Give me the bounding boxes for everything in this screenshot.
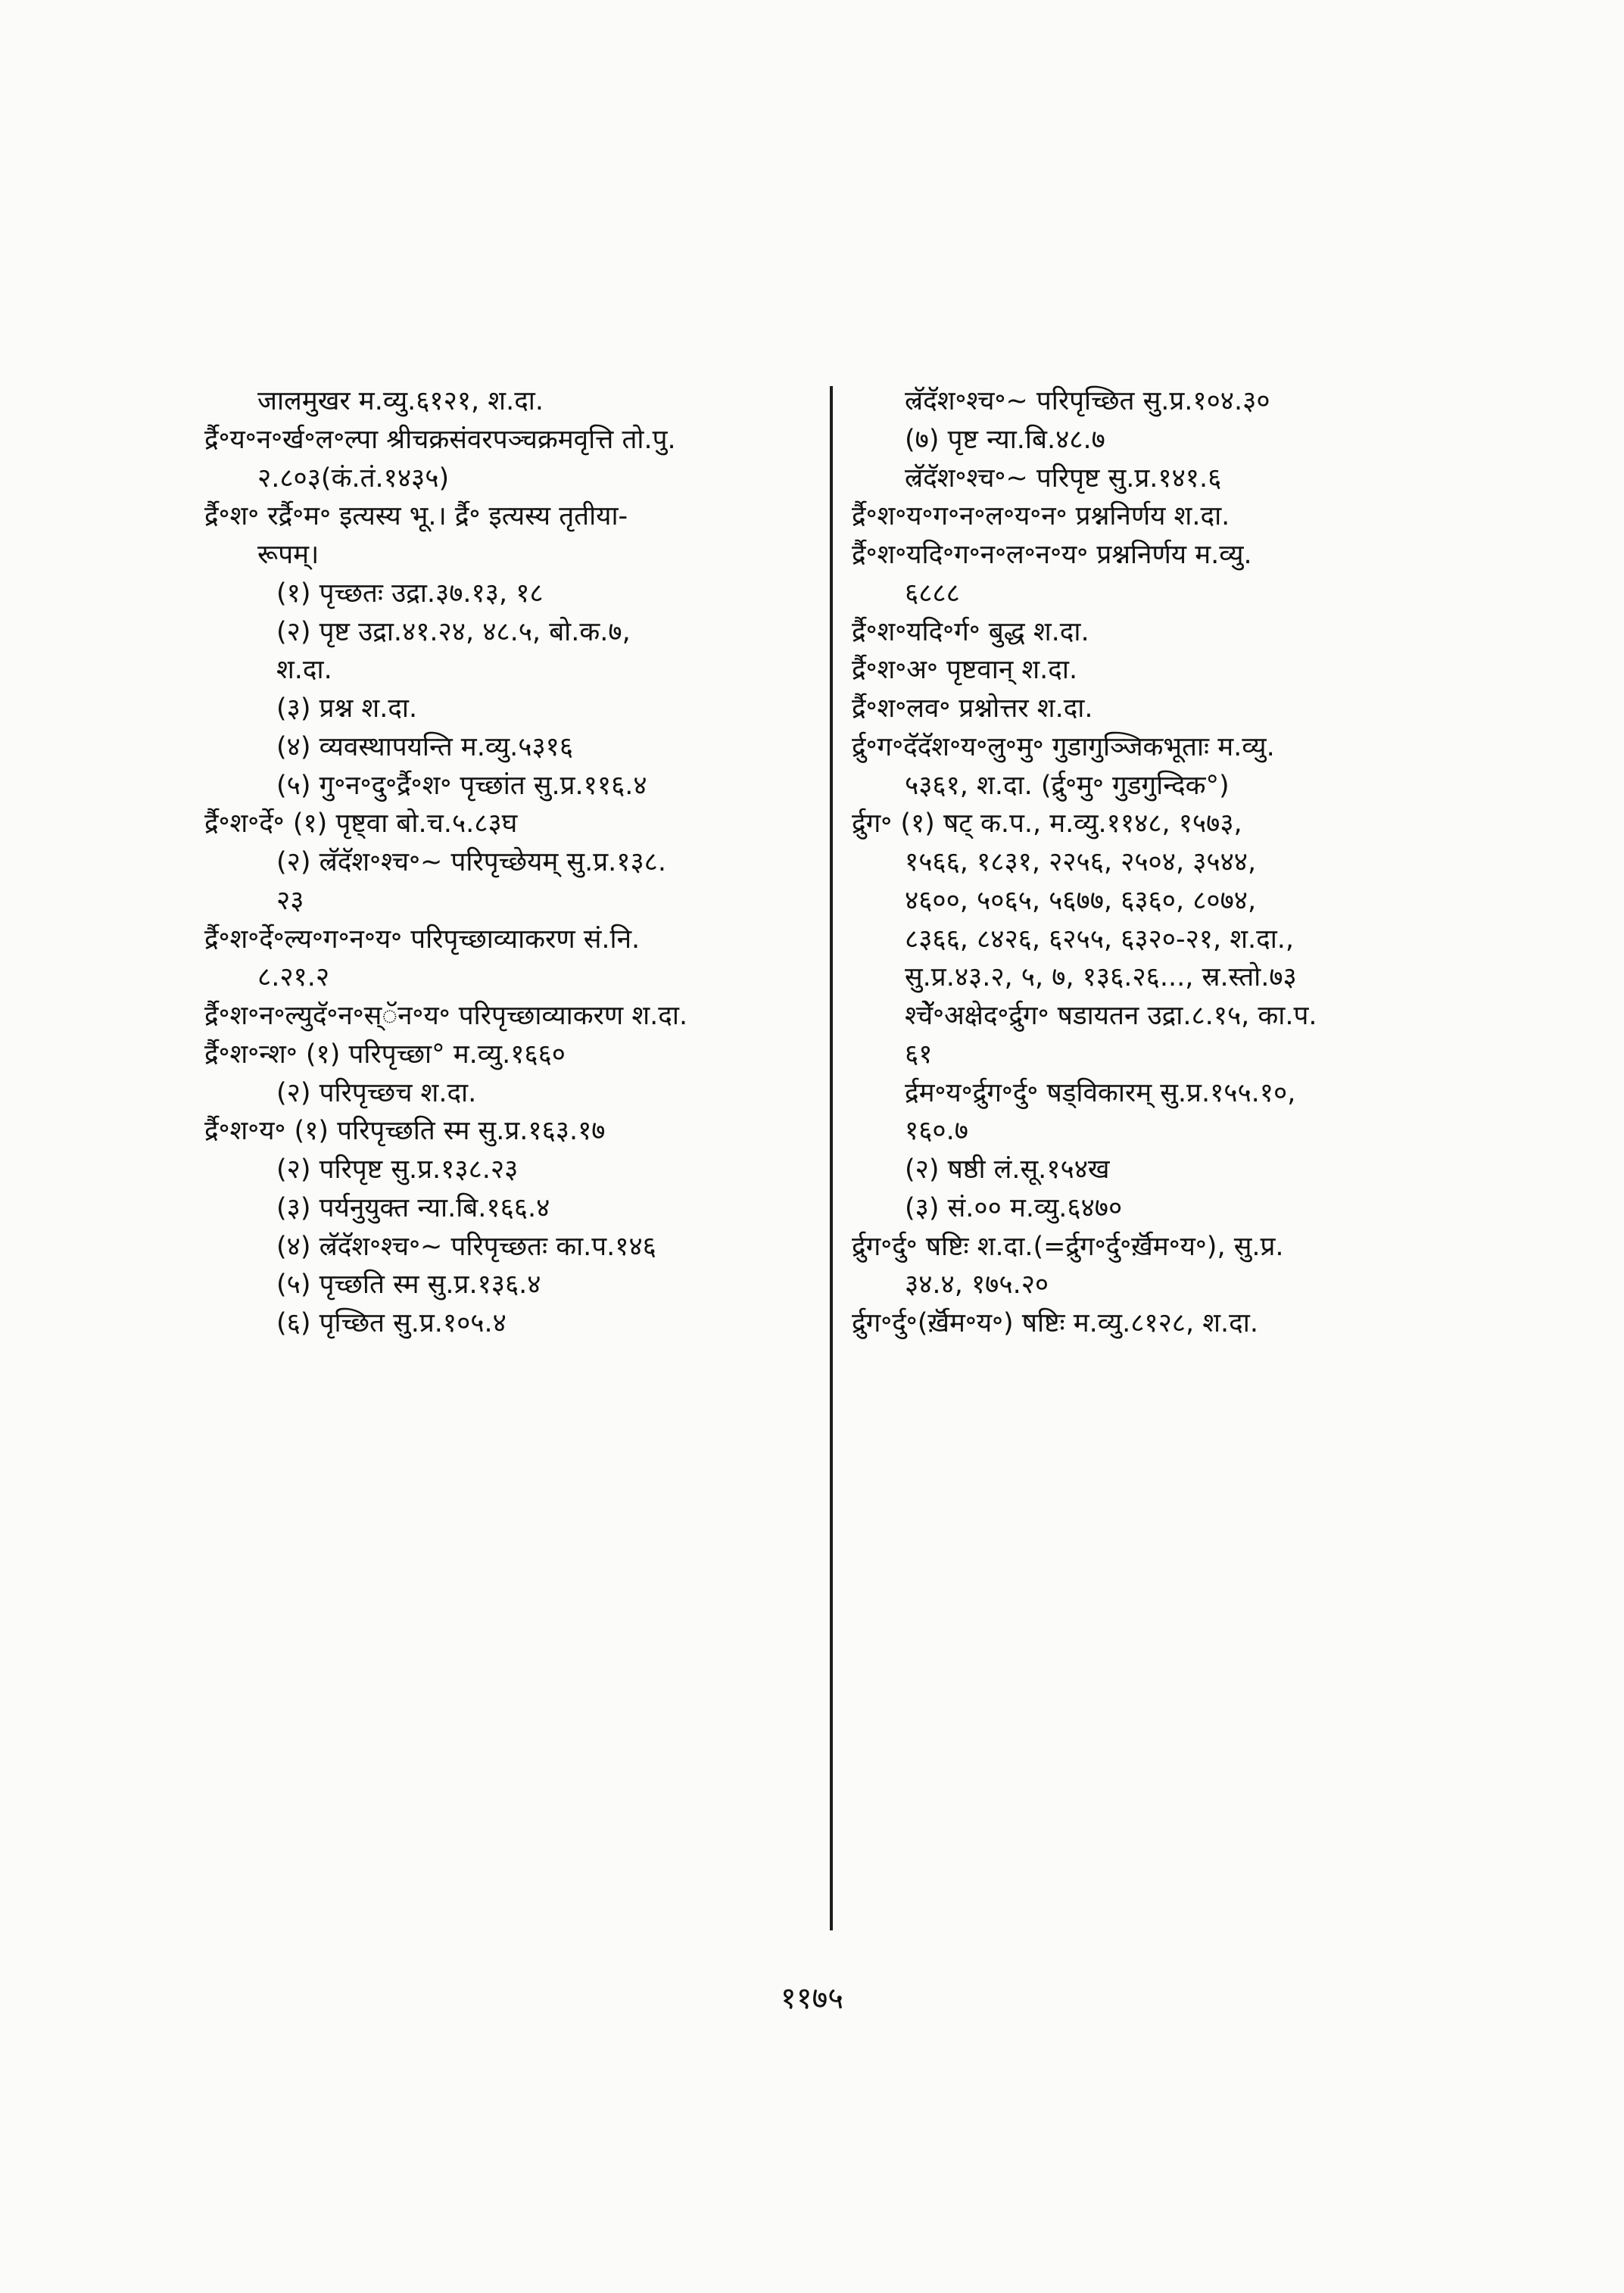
entry-line: र्द्रै॰य॰न॰र्ख॰ल॰ल्पा श्रीचक्रसंवरपञ्चक्रमवृत्ति तो.पु. — [204, 424, 676, 455]
entry-line: र्द्रै॰श॰लव॰ प्रश्नोत्तर श.दा. — [852, 693, 1093, 724]
entry-line: श.दा. — [276, 655, 332, 686]
entry-line: ८.२१.२ — [257, 962, 330, 993]
entry-line: (३) प्रश्न श.दा. — [276, 693, 418, 724]
entry-line: (३) सं.०० म.व्यु.६४७० — [905, 1192, 1123, 1223]
entry-line: (५) पृच्छति स्म सु.प्र.१३६.४ — [276, 1270, 541, 1301]
entry-line: (७) पृष्ट न्या.बि.४८.७ — [905, 424, 1105, 455]
entry-line: र्द्रै॰श॰यदि॰र्ग॰ बुद्ध श.दा. — [852, 616, 1089, 647]
entry-line: र्द्रु॰ग॰दॅदॅश॰य॰लु॰मु॰ गुडागुञ्जिकभूताः म.व्यु. — [852, 731, 1275, 762]
entry-line: रूपम्। — [257, 540, 320, 570]
entry-line: र्द्रै॰श॰ रर्द्रै॰म॰ इत्यस्य भू.। र्द्रै॰ इत्यस्य तृतीया- — [204, 501, 628, 532]
entry-line: र्द्रै॰श॰य॰ (१) परिपृच्छति स्म सु.प्र.१६३.१७ — [204, 1116, 606, 1147]
entry-line: (३) पर्यनुयुक्त न्या.बि.१६६.४ — [276, 1192, 550, 1223]
entry-line: ४६००, ५०६५, ५६७७, ६३६०, ८०७४, — [905, 885, 1257, 916]
right-column — [852, 382, 1450, 1343]
entry-line: ल्रॅदॅश॰श्च॰~ परिपृच्छित सु.प्र.१०४.३० — [905, 386, 1270, 416]
entry-line: र्द्रै॰श॰र्दे॰ (१) पृष्ट्वा बो.च.५.८३घ — [204, 808, 518, 840]
page-number: ११७५ — [780, 1981, 844, 2016]
entry-line: १६०.७ — [905, 1116, 968, 1147]
entry-line: र्द्रुग॰ (१) षट् क.प., म.व्यु.११४८, १५७३, — [852, 808, 1242, 840]
left-column — [204, 382, 818, 1343]
entry-line: २३ — [276, 885, 304, 916]
entry-line: र्द्रुग॰र्दु॰ षष्टिः श.दा.(=र्द्रुग॰र्दु॰र्ख़ॅम॰य॰), सु.प्र. — [852, 1231, 1284, 1262]
entry-line: (२) परिपृष्ट सु.प्र.१३८.२३ — [276, 1154, 519, 1185]
entry-line: र्द्रै॰श॰न्श॰ (१) परिपृच्छा° म.व्यु.१६६० — [204, 1039, 566, 1070]
entry-line: (४) ल्रॅदॅश॰श्च॰~ परिपृच्छतः का.प.१४६ — [276, 1231, 656, 1262]
entry-line: र्द्रै॰श॰य॰ग॰न॰ल॰य॰न॰ प्रश्ननिर्णय श.दा. — [852, 501, 1230, 532]
entry-line: ५३६१, श.दा. (र्द्रु॰मु॰ गुडगुन्दिक°) — [905, 770, 1230, 801]
entry-line: १५६६, १८३१, २२५६, २५०४, ३५४४, — [905, 847, 1257, 877]
entry-line: र्द्रम॰य॰र्द्रुग॰र्दु॰ षड्विकारम् सु.प्र.१५५.१०, — [905, 1077, 1296, 1108]
entry-line: (२) षष्ठी लं.सू.१५४ख — [905, 1154, 1110, 1185]
entry-line: (६) पृच्छित सु.प्र.१०५.४ — [276, 1308, 507, 1338]
entry-line: (४) व्यवस्थापयन्ति म.व्यु.५३१६ — [276, 731, 574, 762]
entry-line: (२) पृष्ट उद्रा.४१.२४, ४८.५, बो.क.७, — [276, 616, 631, 647]
entry-line: र्द्रै॰श॰अ॰ पृष्टवान् श.दा. — [852, 655, 1078, 686]
entry-line: श्चेॅ॰अक्षेद॰र्द्रुग॰ षडायतन उद्रा.८.१५, का.प. — [905, 1001, 1317, 1031]
entry-line: (२) ल्रॅदॅश॰श्च॰~ परिपृच्छेयम् सु.प्र.१३८. — [276, 847, 666, 877]
entry-line: ल्रॅदॅश॰श्च॰~ परिपृष्ट सु.प्र.१४१.६ — [905, 463, 1222, 494]
entry-line: ८३६६, ८४२६, ६२५५, ६३२०-२१, श.दा., — [905, 924, 1295, 955]
column-divider — [830, 386, 833, 1930]
entry-line: ६८८८ — [905, 578, 960, 609]
entry-line: र्द्रै॰श॰यदि॰ग॰न॰ल॰न॰य॰ प्रश्ननिर्णय म.व्यु. — [852, 540, 1252, 570]
entry-line: (१) पृच्छतः उद्रा.३७.१३, १८ — [276, 578, 544, 609]
entry-line: ३४.४, १७५.२० — [905, 1270, 1049, 1301]
entry-line: (५) गु॰न॰दु॰र्द्रै॰श॰ पृच्छांत सु.प्र.११६.४ — [276, 770, 647, 801]
entry-line: र्द्रुग॰र्दु॰(र्ख़ॅम॰य॰) षष्टिः म.व्यु.८१२८, श.दा. — [852, 1308, 1258, 1338]
entry-line: र्द्रै॰श॰न॰ल्युदॅ॰न॰स्ॅन॰य॰ परिपृच्छाव्याकरण श.दा. — [204, 1001, 688, 1031]
entry-line: सु.प्र.४३.२, ५, ७, १३६.२६..., स्र.स्तो.७३ — [905, 962, 1297, 993]
entry-line: २.८०३(कं.तं.१४३५) — [257, 463, 450, 494]
entry-line: जालमुखर म.व्यु.६१२१, श.दा. — [257, 386, 544, 416]
entry-line: ६१ — [905, 1039, 933, 1070]
entry-line: र्द्रै॰श॰र्दे॰ल्य॰ग॰न॰य॰ परिपृच्छाव्याकरण सं.नि. — [204, 924, 641, 955]
entry-line: (२) परिपृच्छच श.दा. — [276, 1077, 477, 1108]
